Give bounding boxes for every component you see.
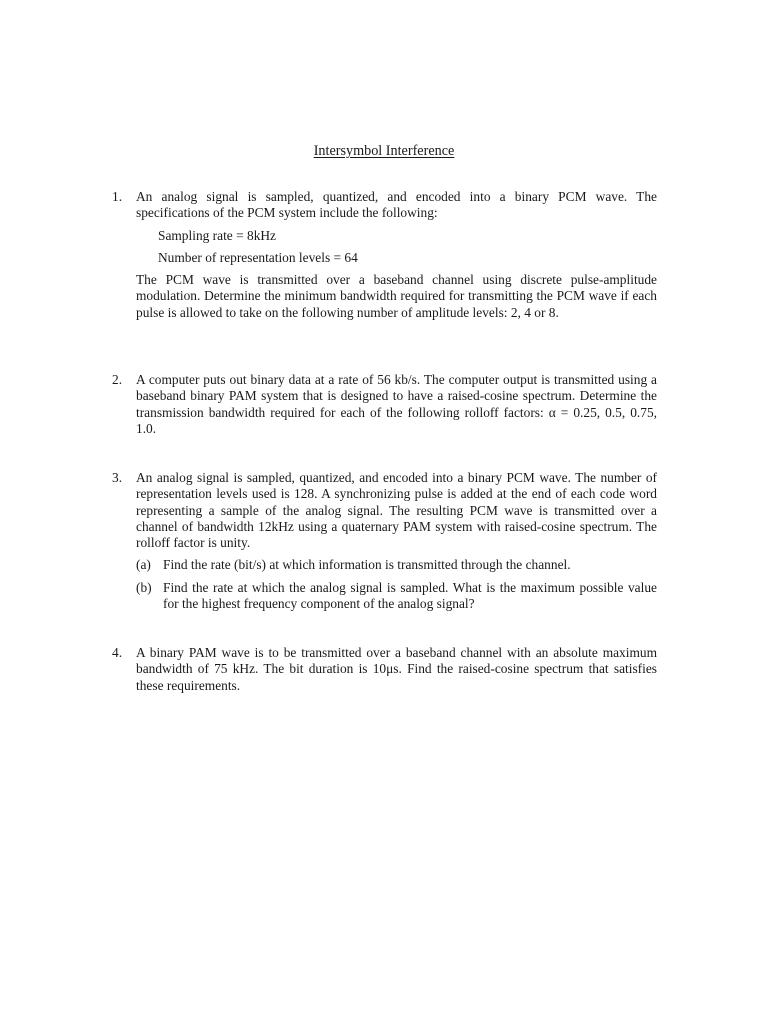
- question-4: [112, 645, 657, 694]
- part-text: Find the rate (bit/s) at which information is transmitted through the channel.: [163, 557, 571, 573]
- question-text: The PCM wave is transmitted over a baseband channel using discrete pulse-amplitude modulation. Determine the minimum bandwidth required for transmitting the PCM wave if each pulse is allowed to take on the following number of amplitude levels: 2, 4 or 8.: [136, 272, 657, 320]
- question-intro: An analog signal is sampled, quantized, and encoded into a binary PCM wave. The specifications of the PCM system include the following:: [136, 189, 657, 221]
- part-label: (a): [136, 557, 151, 573]
- question-number: 4.: [112, 645, 123, 660]
- question-number: 2.: [112, 372, 123, 387]
- question-part-b: [136, 580, 657, 613]
- part-text: Find the rate at which the analog signal is sampled. What is the maximum possible value for the highest frequency component of the analog signal?: [163, 579, 657, 612]
- question-body: [136, 645, 657, 694]
- question-body: [136, 372, 657, 437]
- question-body: [136, 189, 657, 321]
- spec-sampling-rate: Sampling rate = 8kHz: [158, 227, 276, 243]
- question-number: 1.: [112, 189, 123, 204]
- page-title: Intersymbol Interference: [313, 143, 455, 159]
- specification-list: [158, 228, 657, 267]
- part-label: (b): [136, 579, 152, 595]
- question-1: [112, 189, 657, 321]
- question-number: 3.: [112, 470, 123, 485]
- question-body: [136, 470, 657, 612]
- question-2: [112, 372, 657, 437]
- question-text: A computer puts out binary data at a rate of 56 kb/s. The computer output is transmitted using a baseband binary PAM system that is designed to have a raised-cosine spectrum. Determine the transmission bandwidth required for each of the following rolloff factors: α = 0.25, 0.5, 0.75, 1.0.: [136, 372, 657, 436]
- question-text: An analog signal is sampled, quantized, and encoded into a binary PCM wave. The number of representation levels used is 128. A synchronizing pulse is added at the end of each code word representing a sample of the analog signal. The resulting PCM wave is transmitted over a channel of bandwidth 12kHz using a quaternary PAM system with raised-cosine spectrum. The rolloff factor is unity.: [136, 470, 657, 551]
- question-part-a: [136, 557, 657, 573]
- question-text: A binary PAM wave is to be transmitted over a baseband channel with an absolute maximum bandwidth of 75 kHz. The bit duration is 10μs. Find the raised-cosine spectrum that satisfies these requirements.: [136, 645, 657, 693]
- spec-representation-levels: Number of representation levels = 64: [158, 249, 358, 265]
- question-3: [112, 470, 657, 612]
